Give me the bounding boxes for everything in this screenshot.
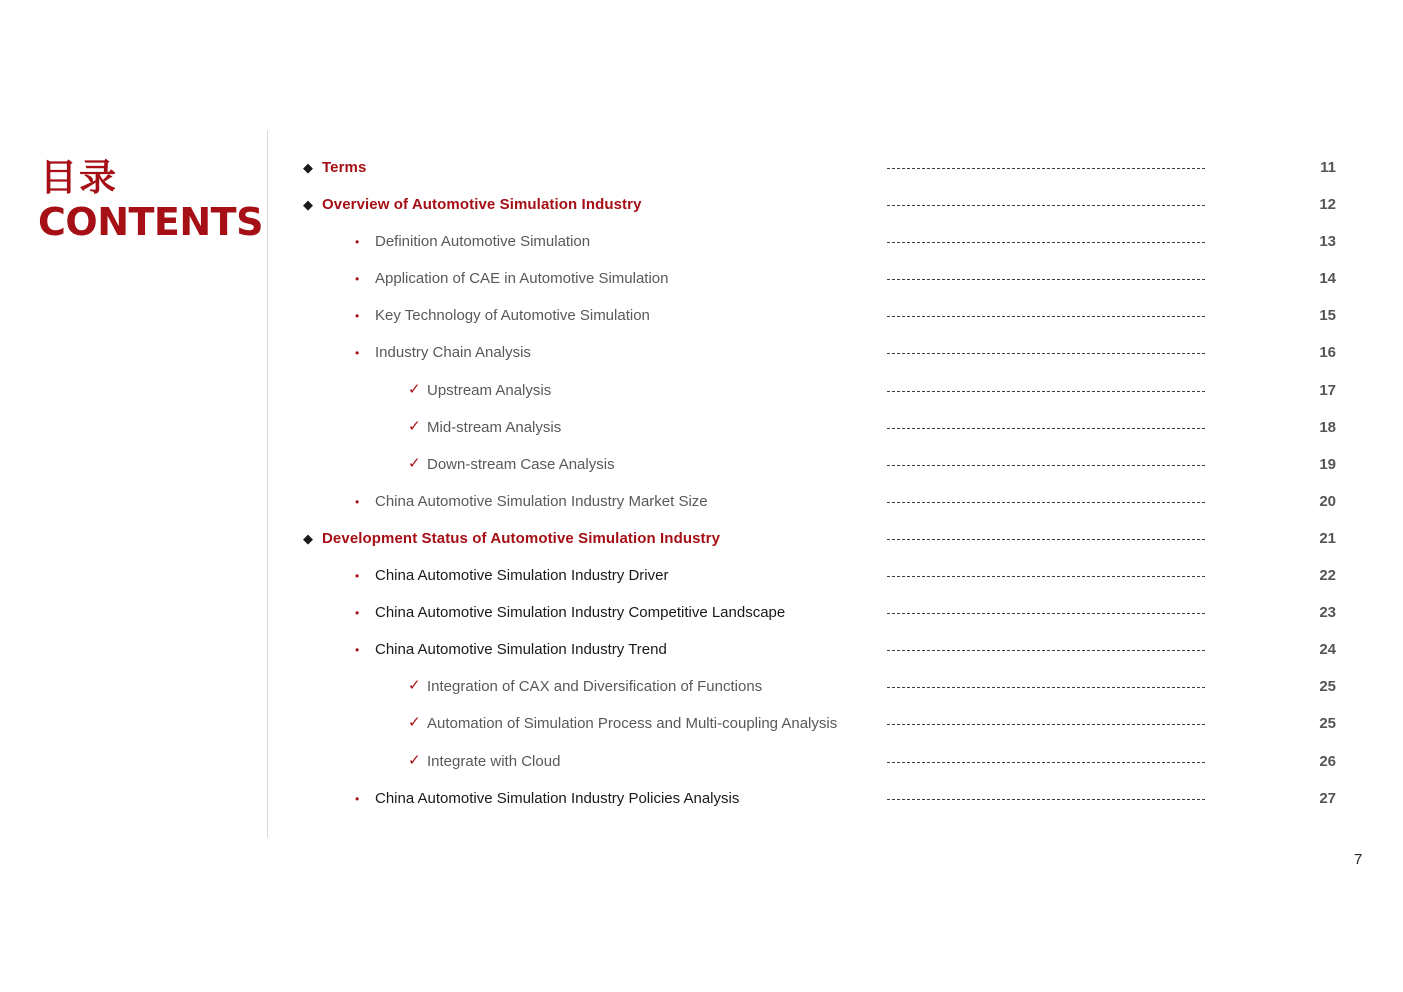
toc-entry-page[interactable]: 12 xyxy=(1319,196,1336,214)
toc-entry[interactable] xyxy=(0,372,1403,409)
check-icon: ✓ xyxy=(408,751,421,769)
toc-entry-page[interactable]: 13 xyxy=(1319,233,1336,251)
dotted-leader xyxy=(887,353,1205,354)
toc-entry[interactable] xyxy=(0,186,1403,223)
toc-entry[interactable] xyxy=(0,334,1403,371)
diamond-icon: ◆ xyxy=(303,530,313,546)
check-icon: ✓ xyxy=(408,677,421,695)
toc-entry-label[interactable]: Mid-stream Analysis xyxy=(427,418,562,436)
toc-entry-label[interactable]: Definition Automotive Simulation xyxy=(375,233,591,251)
toc-entry[interactable] xyxy=(0,743,1403,780)
title-cn: 目录 xyxy=(40,156,118,199)
toc-entry[interactable] xyxy=(0,446,1403,483)
check-icon: ✓ xyxy=(408,454,421,472)
dotted-leader xyxy=(887,687,1205,688)
bullet-icon: • xyxy=(355,235,360,250)
dotted-leader xyxy=(887,242,1205,243)
toc-entry-label[interactable]: China Automotive Simulation Industry Competitive Landscape xyxy=(375,604,786,622)
dotted-leader xyxy=(887,465,1205,466)
toc-entry-label[interactable]: Down-stream Case Analysis xyxy=(427,455,615,473)
toc-entry-page[interactable]: 16 xyxy=(1319,344,1336,362)
toc-entry[interactable] xyxy=(0,149,1403,186)
toc-entry-page[interactable]: 11 xyxy=(1320,159,1336,176)
toc-entry-label[interactable]: Integration of CAX and Diversification of Functions xyxy=(427,678,763,696)
dotted-leader xyxy=(887,316,1205,317)
toc-entry-page[interactable]: 25 xyxy=(1319,678,1336,696)
toc-entry-label[interactable]: China Automotive Simulation Industry Policies Analysis xyxy=(375,789,740,807)
bullet-icon: • xyxy=(355,606,360,621)
dotted-leader xyxy=(887,168,1205,169)
toc-entry-page[interactable]: 19 xyxy=(1319,455,1336,473)
toc-entry[interactable] xyxy=(0,520,1403,557)
toc-entry-label[interactable]: China Automotive Simulation Industry Driver xyxy=(375,567,669,585)
toc-entry[interactable] xyxy=(0,223,1403,260)
check-icon: ✓ xyxy=(408,380,421,398)
dotted-leader xyxy=(887,799,1205,800)
dotted-leader xyxy=(887,724,1205,725)
toc-entry-page[interactable]: 18 xyxy=(1319,418,1336,436)
toc-entry-label[interactable]: Upstream Analysis xyxy=(427,381,552,399)
toc-list xyxy=(0,149,1403,817)
bullet-icon: • xyxy=(355,643,360,658)
dotted-leader xyxy=(887,428,1205,429)
toc-entry[interactable] xyxy=(0,409,1403,446)
toc-entry-label[interactable]: China Automotive Simulation Industry Market Size xyxy=(375,492,708,510)
bullet-icon: • xyxy=(355,272,360,287)
toc-entry[interactable] xyxy=(0,260,1403,297)
toc-entry[interactable] xyxy=(0,594,1403,631)
toc-entry[interactable] xyxy=(0,557,1403,594)
toc-entry-label[interactable]: Application of CAE in Automotive Simulation xyxy=(375,270,669,288)
dotted-leader xyxy=(887,613,1205,614)
toc-entry[interactable] xyxy=(0,483,1403,520)
diamond-icon: ◆ xyxy=(303,197,313,213)
toc-entry-label[interactable]: Overview of Automotive Simulation Industry xyxy=(322,196,642,214)
title-en: CONTENTS xyxy=(38,200,263,244)
bullet-icon: • xyxy=(355,791,360,806)
toc-entry-label[interactable]: Integrate with Cloud xyxy=(427,752,561,770)
toc-entry-page[interactable]: 20 xyxy=(1319,492,1336,510)
bullet-icon: • xyxy=(355,309,360,324)
toc-entry-label[interactable]: Key Technology of Automotive Simulation xyxy=(375,307,650,325)
dotted-leader xyxy=(887,650,1205,651)
bullet-icon: • xyxy=(355,569,360,584)
dotted-leader xyxy=(887,279,1205,280)
toc-entry-label[interactable]: Automation of Simulation Process and Multi-coupling Analysis xyxy=(427,715,838,733)
toc-entry-label[interactable]: Terms xyxy=(322,159,367,176)
toc-entry-page[interactable]: 14 xyxy=(1319,270,1336,288)
dotted-leader xyxy=(887,391,1205,392)
toc-entry-page[interactable]: 17 xyxy=(1319,381,1336,399)
dotted-leader xyxy=(887,576,1205,577)
toc-entry-label[interactable]: Industry Chain Analysis xyxy=(375,344,531,362)
toc-entry[interactable] xyxy=(0,705,1403,742)
toc-entry-page[interactable]: 23 xyxy=(1319,604,1336,622)
dotted-leader xyxy=(887,539,1205,540)
toc-entry-page[interactable]: 25 xyxy=(1319,715,1336,733)
dotted-leader xyxy=(887,502,1205,503)
toc-entry-page[interactable]: 27 xyxy=(1319,789,1336,807)
toc-entry-page[interactable]: 22 xyxy=(1319,567,1336,585)
page-number: 7 xyxy=(1354,851,1363,868)
toc-entry-page[interactable]: 24 xyxy=(1319,641,1336,659)
toc-entry-page[interactable]: 21 xyxy=(1319,529,1336,547)
toc-entry[interactable] xyxy=(0,780,1403,817)
toc-entry[interactable] xyxy=(0,631,1403,668)
bullet-icon: • xyxy=(355,346,360,361)
toc-entry-page[interactable]: 15 xyxy=(1319,307,1336,325)
toc-entry-page[interactable]: 26 xyxy=(1319,752,1336,770)
toc-entry-label[interactable]: Development Status of Automotive Simulation Industry xyxy=(322,529,721,547)
dotted-leader xyxy=(887,205,1205,206)
check-icon: ✓ xyxy=(408,714,421,732)
check-icon: ✓ xyxy=(408,417,421,435)
toc-entry-label[interactable]: China Automotive Simulation Industry Trend xyxy=(375,641,667,659)
diamond-icon: ◆ xyxy=(303,160,313,175)
dotted-leader xyxy=(887,762,1205,763)
bullet-icon: • xyxy=(355,494,360,509)
toc-entry[interactable] xyxy=(0,668,1403,705)
toc-entry[interactable] xyxy=(0,297,1403,334)
